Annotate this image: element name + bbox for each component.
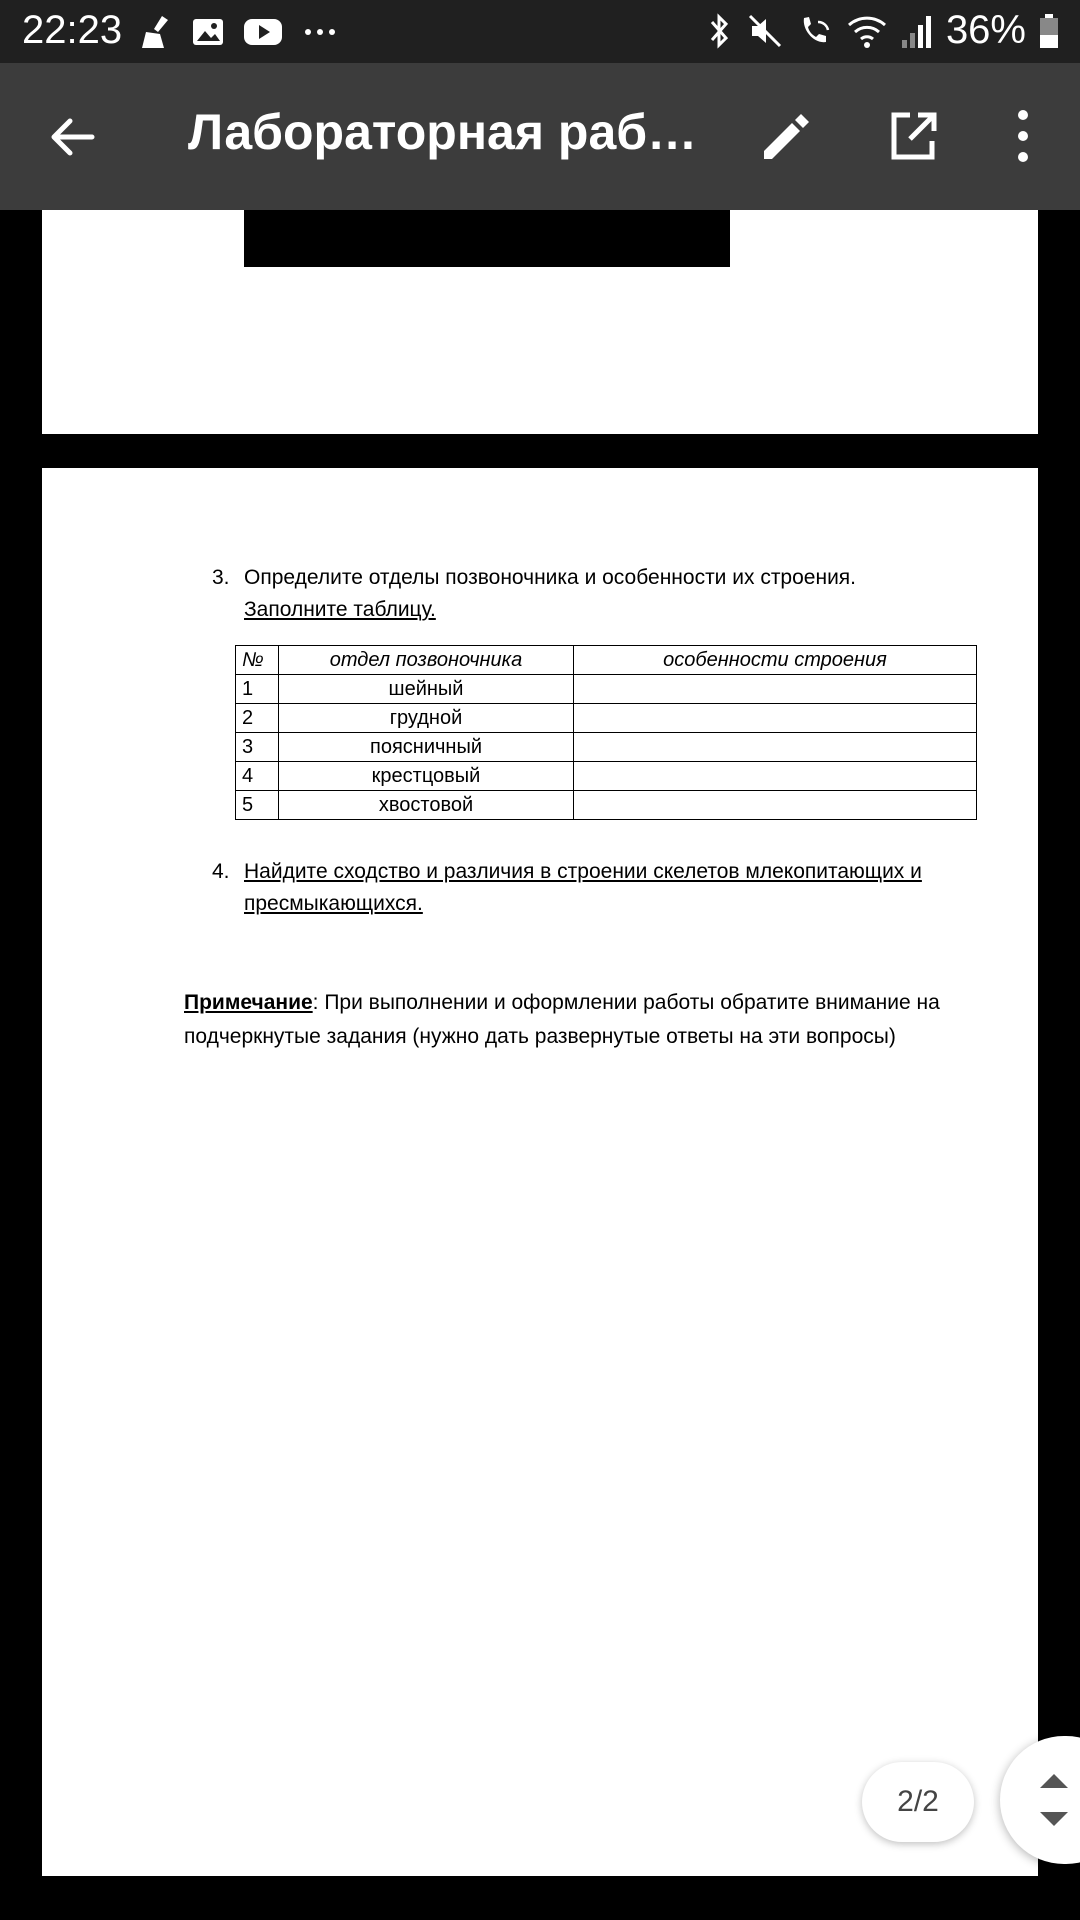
header-dept: отдел позвоночника — [279, 646, 574, 675]
open-external-icon[interactable] — [884, 107, 942, 165]
header-num: № — [236, 646, 279, 675]
row-features — [574, 762, 977, 791]
document-page-2 — [42, 468, 1038, 1876]
status-time: 22:23 — [22, 8, 123, 52]
row-num: 4 — [236, 762, 279, 791]
table-header-row — [236, 646, 977, 675]
spine-table — [235, 645, 977, 820]
fast-scroll-icon — [1000, 1736, 1080, 1864]
wifi-call-icon — [796, 12, 834, 50]
status-system-icons — [704, 8, 1060, 53]
row-num: 2 — [236, 704, 279, 733]
image-icon — [190, 14, 226, 50]
bluetooth-icon — [704, 12, 734, 50]
question-4-text-line1: Найдите сходство и различия в строении скелетов млекопитающих и — [244, 860, 922, 883]
row-features — [574, 791, 977, 820]
row-dept: шейный — [279, 675, 574, 704]
note-text-line1: : При выполнении и оформлении работы обратите внимание на — [312, 991, 940, 1014]
document-title: Лабораторная раб… — [188, 104, 698, 160]
row-dept: грудной — [279, 704, 574, 733]
question-4-text-line2: пресмыкающихся. — [244, 892, 423, 915]
row-features — [574, 675, 977, 704]
fast-scroll-handle[interactable] — [1000, 1736, 1080, 1864]
document-page-1 — [42, 210, 1038, 434]
header-features: особенности строения — [574, 646, 977, 675]
signal-icon — [900, 12, 934, 50]
battery-icon — [1038, 12, 1060, 50]
row-dept: крестцовый — [279, 762, 574, 791]
broom-icon — [138, 14, 174, 50]
row-dept: хвостовой — [279, 791, 574, 820]
table-row — [236, 791, 977, 820]
row-dept: поясничный — [279, 733, 574, 762]
status-notification-icons — [138, 14, 340, 50]
back-arrow-icon[interactable] — [44, 109, 100, 165]
status-bar — [0, 0, 1080, 63]
row-features — [574, 733, 977, 762]
mute-icon — [746, 12, 784, 50]
app-bar — [0, 63, 1080, 210]
page-indicator: 2/2 — [862, 1762, 974, 1842]
table-row — [236, 704, 977, 733]
row-num: 1 — [236, 675, 279, 704]
youtube-icon — [242, 14, 284, 50]
row-num: 5 — [236, 791, 279, 820]
battery-percent: 36% — [945, 8, 1026, 52]
more-dots-icon — [300, 14, 340, 50]
question-3-text: Определите отделы позвоночника и особенности их строения. — [244, 566, 857, 589]
more-vert-icon[interactable] — [1008, 107, 1038, 165]
question-3-number: 3. — [212, 566, 230, 589]
wifi-icon — [846, 12, 888, 50]
table-row — [236, 733, 977, 762]
row-features — [574, 704, 977, 733]
question-3-task: Заполните таблицу. — [244, 598, 436, 621]
table-row — [236, 675, 977, 704]
note-text-line2: подчеркнутые задания (нужно дать развернутые ответы на эти вопросы) — [184, 1025, 896, 1048]
note-label: Примечание — [184, 991, 313, 1014]
table-row — [236, 762, 977, 791]
row-num: 3 — [236, 733, 279, 762]
pencil-icon[interactable] — [756, 107, 814, 165]
page-image — [244, 210, 730, 267]
note — [184, 986, 1004, 1054]
question-4-number: 4. — [212, 860, 230, 883]
